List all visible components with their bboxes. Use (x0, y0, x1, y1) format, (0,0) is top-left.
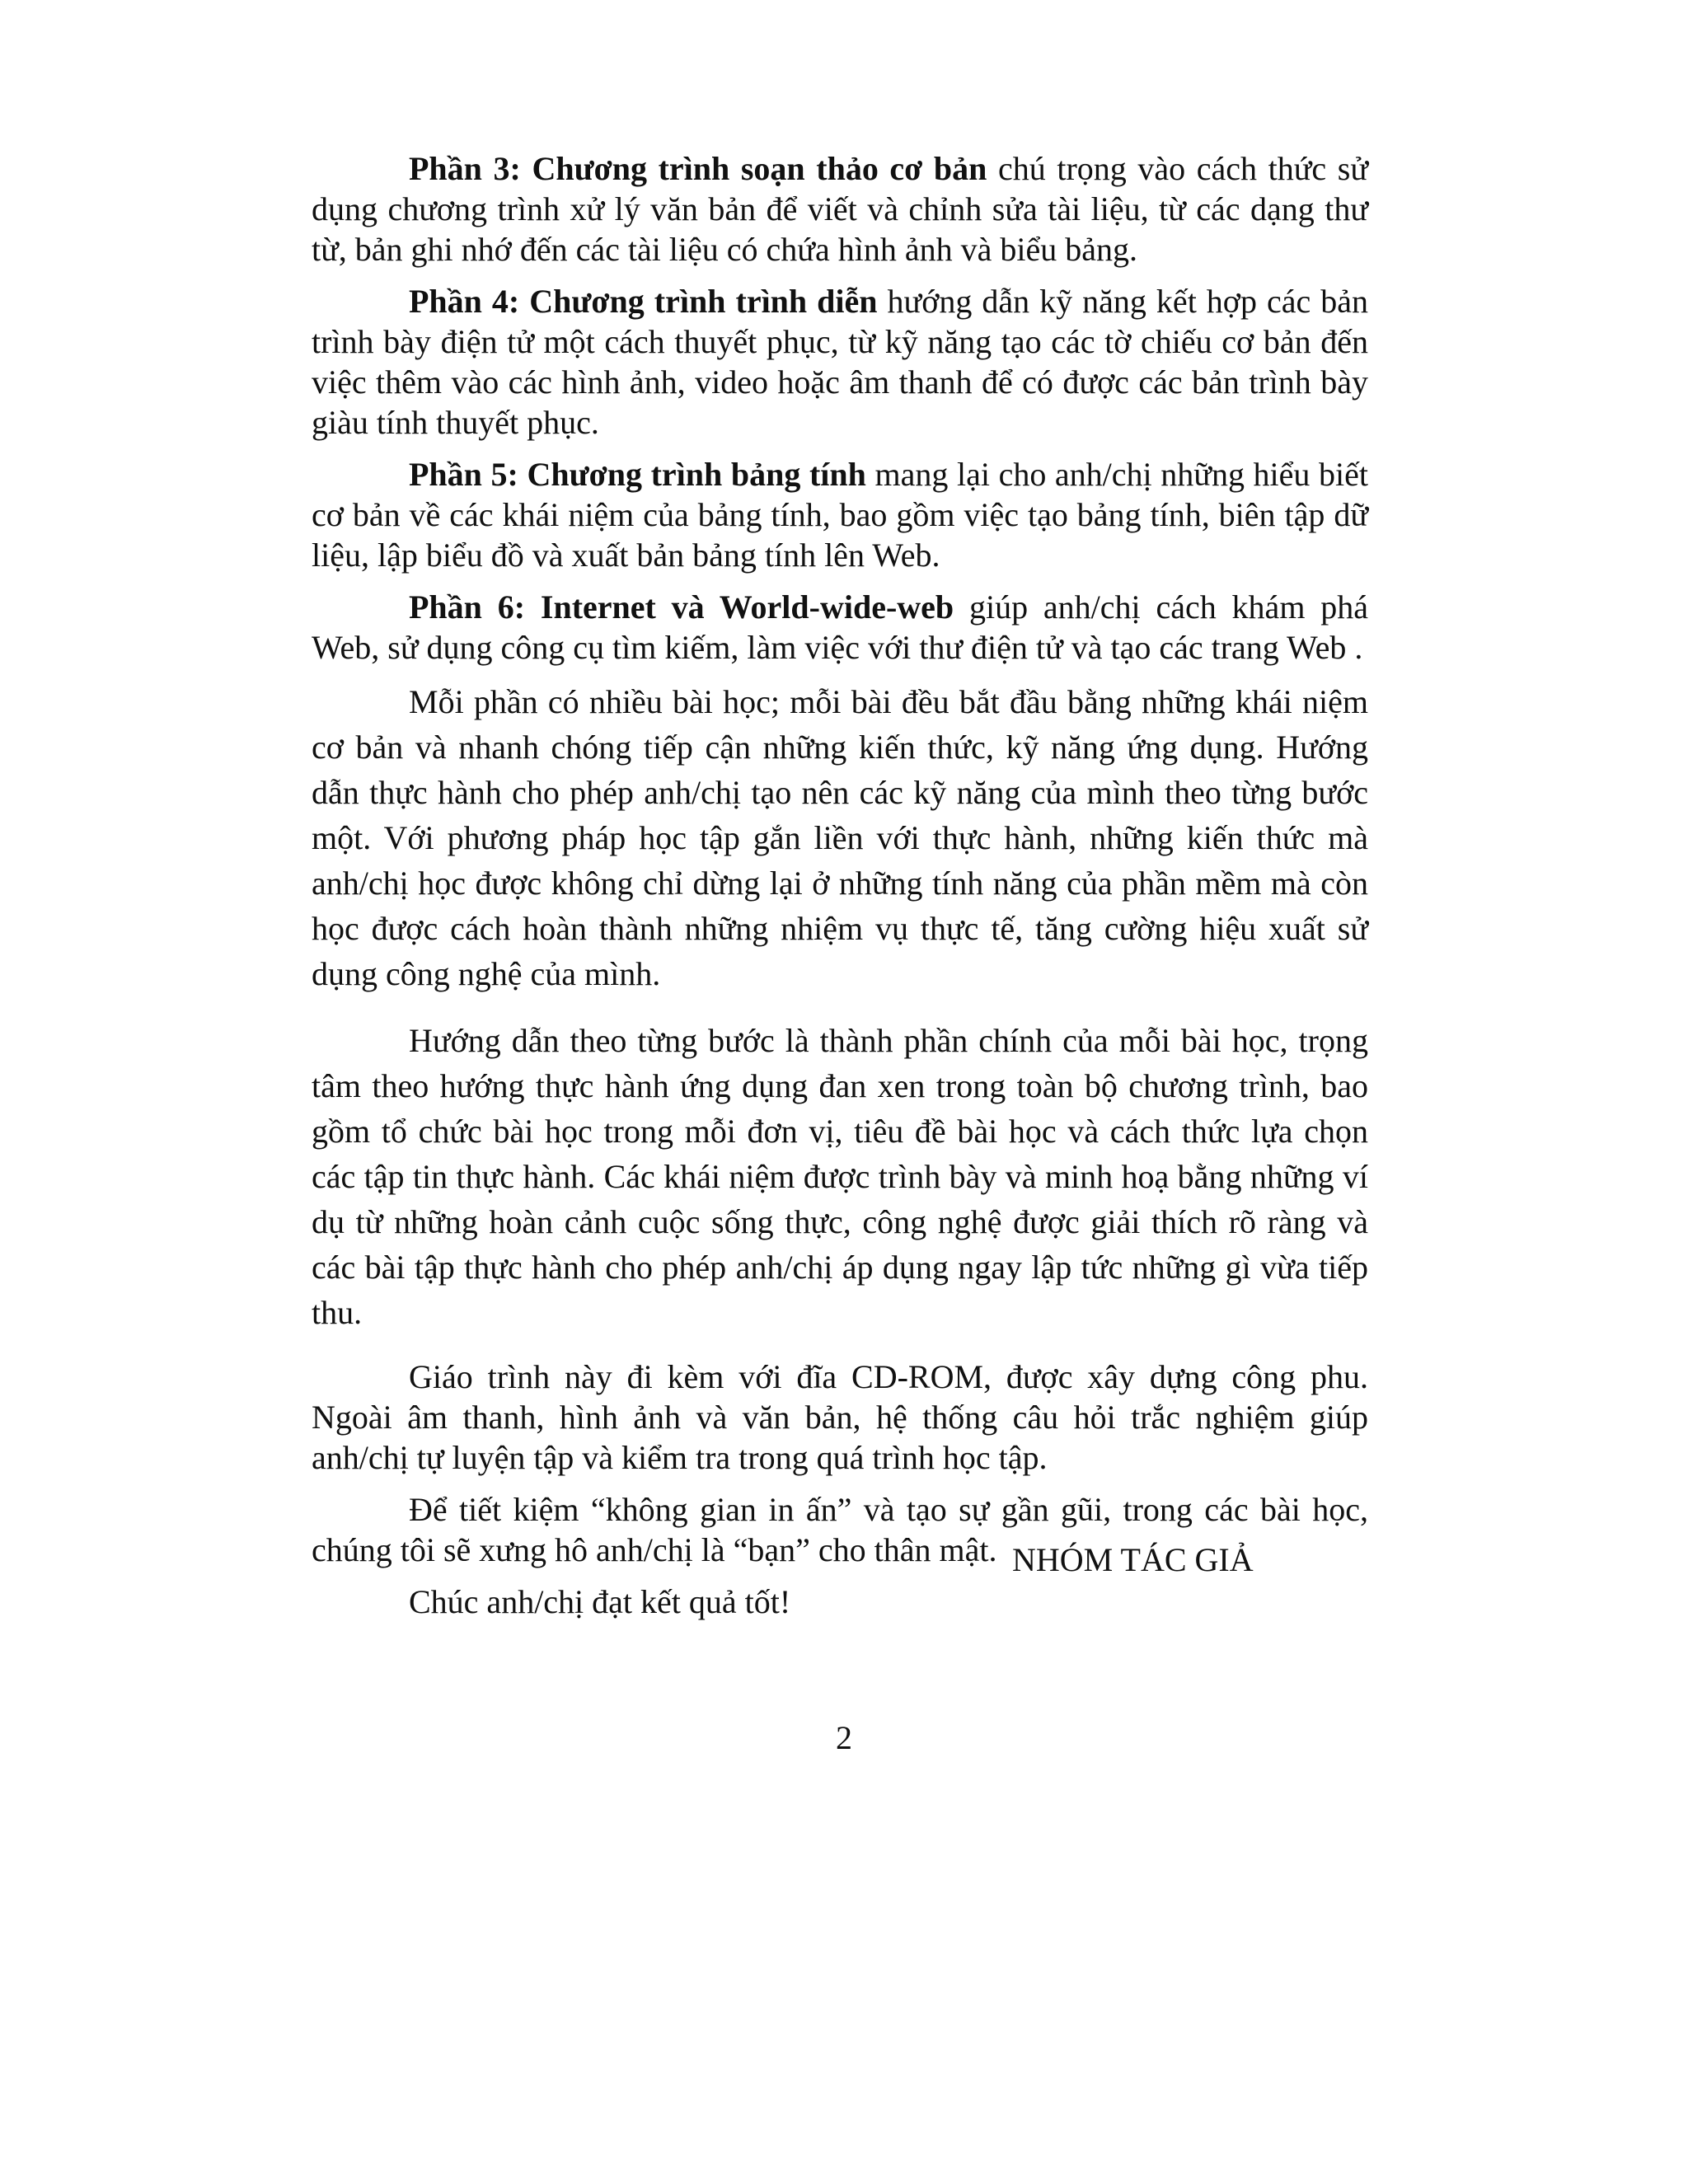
address-form-text: Để tiết kiệm “không gian in ấn” và tạo sự gần gũi, trong các bài học, chúng tôi sẽ xưng hô anh/chị là “bạn” cho thân mật. (312, 1491, 1368, 1568)
closing-wish-text: Chúc anh/chị đạt kết quả tốt! (409, 1583, 791, 1620)
part-5-description: mang lại cho anh/chị những hiểu biết cơ bản về các khái niệm của bảng tính, bao gồm việc tạo bảng tính, biên tập dữ liệu, lập biểu đồ và xuất bản bảng tính lên Web. (312, 456, 1368, 574)
paragraph-lessons-overview (312, 679, 1368, 996)
author-signature: NHÓM TÁC GIẢ (1012, 1541, 1254, 1578)
cd-rom-text: Giáo trình này đi kèm với đĩa CD-ROM, được xây dựng công phu. Ngoài âm thanh, hình ảnh và văn bản, hệ thống câu hỏi trắc nghiệm giúp anh/chị tự luyện tập và kiểm tra trong quá trình học tập. (312, 1358, 1368, 1476)
lessons-overview-text: Mỗi phần có nhiều bài học; mỗi bài đều bắt đầu bằng những khái niệm cơ bản và nhanh chóng tiếp cận những kiến thức, kỹ năng ứng dụng. Hướng dẫn thực hành cho phép anh/chị tạo nên các kỹ năng của mình theo từng bước một. Với phương pháp học tập gắn liền với thực hành, những kiến thức mà anh/chị học được không chỉ dừng lại ở những tính năng của phần mềm mà còn học được cách hoàn thành những nhiệm vụ thực tế, tăng cường hiệu xuất sử dụng công nghệ của mình. (312, 683, 1368, 992)
paragraph-part-5 (312, 454, 1368, 575)
part-5-heading: Phần 5: Chương trình bảng tính (409, 456, 866, 493)
part-3-description: chú trọng vào cách thức sử dụng chương trình xử lý văn bản để viết và chỉnh sửa tài liệu, từ các dạng thư từ, bản ghi nhớ đến các tài liệu có chứa hình ảnh và biểu bảng. (312, 150, 1369, 268)
paragraph-part-6 (312, 587, 1368, 668)
page-number: 2 (836, 1719, 852, 1756)
paragraph-step-by-step (312, 1018, 1368, 1335)
part-6-heading: Phần 6: Internet và World-wide-web (409, 588, 954, 626)
document-body (312, 148, 1368, 1633)
paragraph-part-4 (312, 281, 1368, 443)
part-6-description: giúp anh/chị cách khám phá Web, sử dụng công cụ tìm kiếm, làm việc với thư điện tử và tạo các trang Web . (312, 588, 1368, 666)
step-by-step-text: Hướng dẫn theo từng bước là thành phần chính của mỗi bài học, trọng tâm theo hướng thực hành ứng dụng đan xen trong toàn bộ chương trình, bao gồm tổ chức bài học trong mỗi đơn vị, tiêu đề bài học và cách thức lựa chọn các tập tin thực hành. Các khái niệm được trình bày và minh hoạ bằng những ví dụ từ những hoàn cảnh cuộc sống thực, công nghệ được giải thích rõ ràng và các bài tập thực hành cho phép anh/chị áp dụng ngay lập tức những gì vừa tiếp thu. (312, 1022, 1368, 1331)
paragraph-cd-rom (312, 1357, 1368, 1478)
paragraph-part-3 (312, 148, 1368, 269)
part-4-heading: Phần 4: Chương trình trình diễn (409, 283, 878, 320)
part-3-heading: Phần 3: Chương trình soạn thảo cơ bản (409, 150, 987, 187)
paragraph-closing-wish (312, 1582, 1368, 1622)
part-4-description: hướng dẫn kỹ năng kết hợp các bản trình bày điện tử một cách thuyết phục, từ kỹ năng tạo các tờ chiếu cơ bản đến việc thêm vào các hình ảnh, video hoặc âm thanh để có được các bản trình bày giàu tính thuyết phục. (312, 283, 1368, 441)
